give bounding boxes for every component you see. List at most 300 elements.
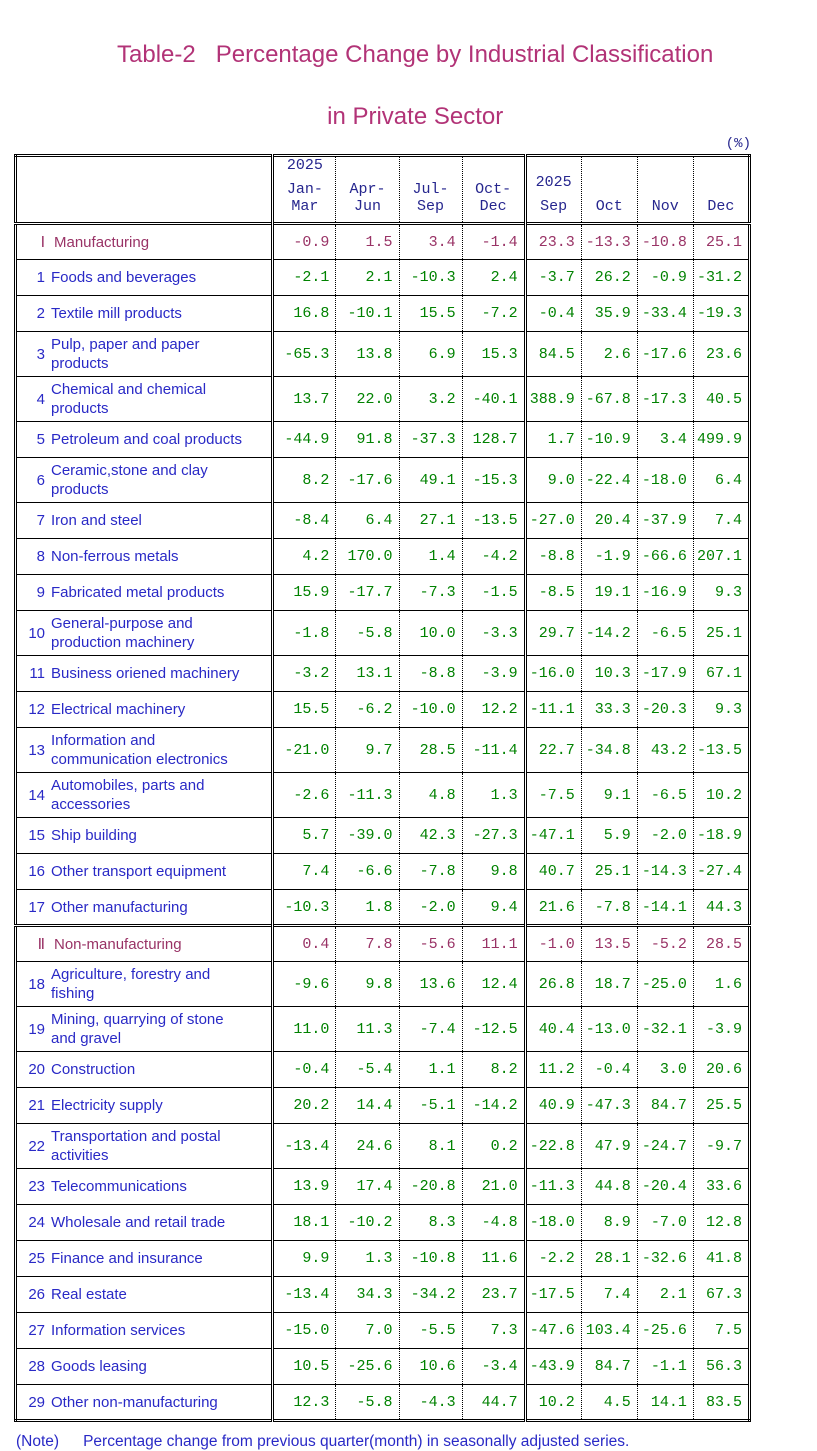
value-cell: 33.3 [581,692,637,728]
value-cell: -4.2 [462,539,525,575]
row-number: 13 [28,741,45,759]
row-label-cell [16,1088,273,1124]
table-row [16,1052,750,1088]
value-cell: 18.7 [581,962,637,1007]
value-cell: -4.3 [399,1385,462,1421]
row-label: Telecommunications [51,1178,187,1195]
header-year-quarters: 2025 [286,157,323,174]
value-cell: -8.5 [525,575,581,611]
value-cell: 8.1 [399,1124,462,1169]
value-cell: -22.8 [525,1124,581,1169]
page-title-line2: in Private Sector [327,103,504,130]
value-cell: 12.4 [462,962,525,1007]
row-label-cell [16,962,273,1007]
value-cell: 10.3 [581,656,637,692]
value-cell: 5.9 [581,818,637,854]
row-label-cell [16,611,273,656]
page-title [0,8,817,132]
value-cell: 7.4 [581,1277,637,1313]
row-label-cell [16,1007,273,1052]
value-cell: -5.8 [336,1385,399,1421]
row-number: 26 [28,1286,45,1303]
table-row [16,611,750,656]
header-period: Sep [540,198,568,215]
value-cell: 22.0 [336,377,399,422]
row-number: 21 [28,1097,45,1114]
row-label: Mining, quarrying of stone and gravel [51,1011,224,1047]
value-cell: 7.0 [336,1313,399,1349]
table-row [16,728,750,773]
header-col-jan-mar [273,156,336,224]
row-label: Business oriened machinery [51,665,240,682]
table-header-row [16,156,750,224]
value-cell: 15.9 [273,575,336,611]
value-cell: 103.4 [581,1313,637,1349]
table-row [16,422,750,458]
value-cell: -1.4 [462,224,525,260]
value-cell: 40.7 [525,854,581,890]
row-label-cell [16,377,273,422]
value-cell: -18.9 [693,818,749,854]
value-cell: 13.6 [399,962,462,1007]
value-cell: 2.6 [581,332,637,377]
row-label: Electrical machinery [51,701,186,718]
value-cell: 25.1 [693,611,749,656]
value-cell: 26.2 [581,260,637,296]
value-cell: -6.2 [336,692,399,728]
header-period: Oct [595,198,623,215]
value-cell: 11.3 [336,1007,399,1052]
value-cell: 28.5 [693,926,749,962]
footnote-prefix: (Note) [16,1433,60,1450]
row-number: 1 [36,269,45,286]
value-cell: 4.5 [581,1385,637,1421]
value-cell: -2.6 [273,773,336,818]
row-number: 14 [28,786,45,804]
value-cell: -32.1 [637,1007,693,1052]
row-label: Petroleum and coal products [51,431,242,448]
value-cell: 25.1 [693,224,749,260]
table-row [16,1205,750,1241]
value-cell: -15.0 [273,1313,336,1349]
value-cell: 56.3 [693,1349,749,1385]
row-number: 24 [28,1214,45,1231]
row-label-cell [16,818,273,854]
value-cell: -10.0 [399,692,462,728]
row-label: Other manufacturing [51,898,188,916]
section-row [16,926,750,962]
value-cell: -27.3 [462,818,525,854]
table-row [16,692,750,728]
value-cell: 8.9 [581,1205,637,1241]
value-cell: 10.2 [525,1385,581,1421]
value-cell: 21.0 [462,1169,525,1205]
row-label: Goods leasing [51,1358,147,1375]
row-number: 9 [36,584,45,601]
value-cell: -2.1 [273,260,336,296]
value-cell: -11.4 [462,728,525,773]
row-label-cell [16,1124,273,1169]
value-cell: 20.6 [693,1052,749,1088]
value-cell: -22.4 [581,458,637,503]
value-cell: 40.9 [525,1088,581,1124]
value-cell: -13.5 [462,503,525,539]
value-cell: 0.2 [462,1124,525,1169]
value-cell: -6.5 [637,773,693,818]
row-label-cell [16,656,273,692]
value-cell: -0.9 [637,260,693,296]
value-cell: -37.3 [399,422,462,458]
header-col-oct-dec [462,156,525,224]
row-label-cell [16,890,273,926]
value-cell: 11.2 [525,1052,581,1088]
value-cell: 13.8 [336,332,399,377]
value-cell: 207.1 [693,539,749,575]
row-number: Ⅱ [37,936,45,953]
value-cell: -8.8 [525,539,581,575]
value-cell: -1.9 [581,539,637,575]
row-label: Finance and insurance [51,1250,203,1267]
value-cell: -20.8 [399,1169,462,1205]
value-cell: -27.4 [693,854,749,890]
table-row [16,1277,750,1313]
value-cell: 9.7 [336,728,399,773]
row-label: Fabricated metal products [51,584,225,601]
header-period: Dec [707,198,735,215]
value-cell: 25.5 [693,1088,749,1124]
value-cell: -2.0 [637,818,693,854]
header-col-nov [637,156,693,224]
row-label-cell [16,575,273,611]
header-period: Jul-Sep [412,181,449,215]
table-row [16,1124,750,1169]
page-title-line1: Table-2 Percentage Change by Industrial Classification [117,41,714,68]
table-row [16,656,750,692]
value-cell: -10.3 [273,890,336,926]
value-cell: 3.2 [399,377,462,422]
value-cell: -5.5 [399,1313,462,1349]
value-cell: -11.3 [336,773,399,818]
table-row [16,1007,750,1052]
header-col-apr-jun [336,156,399,224]
value-cell: -10.3 [399,260,462,296]
value-cell: 84.7 [581,1349,637,1385]
value-cell: -11.1 [525,692,581,728]
table-row [16,503,750,539]
value-cell: -5.6 [399,926,462,962]
value-cell: 28.5 [399,728,462,773]
header-period: Nov [651,198,679,215]
row-label: Iron and steel [51,512,142,529]
value-cell: 83.5 [693,1385,749,1421]
value-cell: -5.4 [336,1052,399,1088]
value-cell: -67.8 [581,377,637,422]
row-label: General-purpose and production machinery [51,615,195,651]
value-cell: 499.9 [693,422,749,458]
row-number: 4 [36,390,45,408]
value-cell: -47.3 [581,1088,637,1124]
value-cell: 12.8 [693,1205,749,1241]
row-label-cell [16,422,273,458]
value-cell: -7.0 [637,1205,693,1241]
row-number: 22 [28,1137,45,1155]
row-label-cell [16,854,273,890]
value-cell: -37.9 [637,503,693,539]
value-cell: 12.3 [273,1385,336,1421]
value-cell: -47.1 [525,818,581,854]
value-cell: 3.4 [399,224,462,260]
value-cell: 0.4 [273,926,336,962]
value-cell: 23.3 [525,224,581,260]
table-row [16,1385,750,1421]
value-cell: 1.5 [336,224,399,260]
row-label-cell [16,503,273,539]
value-cell: 5.7 [273,818,336,854]
value-cell: -40.1 [462,377,525,422]
value-cell: 8.2 [462,1052,525,1088]
value-cell: -3.3 [462,611,525,656]
row-number: 20 [28,1061,45,1078]
value-cell: -43.9 [525,1349,581,1385]
value-cell: -0.9 [273,224,336,260]
row-number: 23 [28,1178,45,1195]
value-cell: -0.4 [581,1052,637,1088]
value-cell: 1.3 [336,1241,399,1277]
row-label: Construction [51,1061,136,1078]
row-label-cell [16,1052,273,1088]
value-cell: 14.1 [637,1385,693,1421]
value-cell: 40.5 [693,377,749,422]
table-body [16,224,750,1421]
row-number: 16 [28,863,45,880]
value-cell: 18.1 [273,1205,336,1241]
value-cell: 26.8 [525,962,581,1007]
value-cell: -12.5 [462,1007,525,1052]
row-number: 27 [28,1322,45,1339]
data-table [14,154,751,1422]
table-row [16,773,750,818]
value-cell: 6.4 [693,458,749,503]
row-number: Ⅰ [40,234,45,251]
value-cell: 3.4 [637,422,693,458]
row-label: Foods and beverages [51,269,197,286]
table-row [16,962,750,1007]
value-cell: -10.2 [336,1205,399,1241]
value-cell: -20.3 [637,692,693,728]
value-cell: -3.2 [273,656,336,692]
row-number: 25 [28,1250,45,1267]
value-cell: -65.3 [273,332,336,377]
row-number: 28 [28,1358,45,1375]
row-label: Automobiles, parts and accessories [51,777,205,813]
value-cell: 14.4 [336,1088,399,1124]
value-cell: 34.3 [336,1277,399,1313]
value-cell: -4.8 [462,1205,525,1241]
value-cell: -15.3 [462,458,525,503]
value-cell: -0.4 [273,1052,336,1088]
row-label: Chemical and chemical products [51,381,207,417]
row-label-cell [16,1169,273,1205]
row-number: 11 [29,665,45,682]
value-cell: 1.6 [693,962,749,1007]
value-cell: 40.4 [525,1007,581,1052]
value-cell: -7.5 [525,773,581,818]
footnote [16,1433,817,1451]
row-label: Pulp, paper and paper products [51,336,200,372]
header-year-months: 2025 [535,174,572,191]
value-cell: -17.3 [637,377,693,422]
value-cell: 2.1 [336,260,399,296]
table-row [16,575,750,611]
value-cell: 7.4 [693,503,749,539]
row-label: Other transport equipment [51,863,227,880]
value-cell: -6.5 [637,611,693,656]
value-cell: -24.7 [637,1124,693,1169]
value-cell: -17.7 [336,575,399,611]
value-cell: 16.8 [273,296,336,332]
value-cell: 8.3 [399,1205,462,1241]
value-cell: 10.0 [399,611,462,656]
row-label-cell [16,332,273,377]
header-period: Apr-Jun [349,181,386,215]
value-cell: 44.8 [581,1169,637,1205]
value-cell: -13.4 [273,1124,336,1169]
value-cell: -18.0 [637,458,693,503]
value-cell: 128.7 [462,422,525,458]
value-cell: -47.6 [525,1313,581,1349]
value-cell: 9.3 [693,692,749,728]
row-label: Agriculture, forestry and fishing [51,966,211,1002]
header-col-jul-sep [399,156,462,224]
value-cell: 13.1 [336,656,399,692]
value-cell: 6.9 [399,332,462,377]
value-cell: 7.4 [273,854,336,890]
header-period: Oct-Dec [475,181,512,215]
value-cell: -25.0 [637,962,693,1007]
value-cell: 4.2 [273,539,336,575]
row-label-cell [16,458,273,503]
value-cell: 9.0 [525,458,581,503]
row-number: 12 [28,701,45,718]
row-label: Other non-manufacturing [51,1393,218,1411]
value-cell: -14.2 [581,611,637,656]
value-cell: 9.8 [462,854,525,890]
value-cell: -3.9 [693,1007,749,1052]
row-label: Ceramic,stone and clay products [51,462,208,498]
value-cell: 7.5 [693,1313,749,1349]
value-cell: -39.0 [336,818,399,854]
value-cell: 9.1 [581,773,637,818]
value-cell: 2.4 [462,260,525,296]
value-cell: -5.2 [637,926,693,962]
header-col-oct [581,156,637,224]
value-cell: -14.1 [637,890,693,926]
value-cell: -25.6 [637,1313,693,1349]
value-cell: 1.4 [399,539,462,575]
value-cell: -16.9 [637,575,693,611]
value-cell: 4.8 [399,773,462,818]
value-cell: -17.5 [525,1277,581,1313]
row-number: 29 [28,1393,45,1411]
row-number: 6 [36,471,45,489]
value-cell: 11.1 [462,926,525,962]
value-cell: -8.8 [399,656,462,692]
row-label-cell [16,1385,273,1421]
value-cell: 11.6 [462,1241,525,1277]
row-label: Non-manufacturing [54,935,182,953]
value-cell: -17.9 [637,656,693,692]
value-cell: -44.9 [273,422,336,458]
value-cell: -1.5 [462,575,525,611]
value-cell: 27.1 [399,503,462,539]
value-cell: 1.1 [399,1052,462,1088]
value-cell: 1.8 [336,890,399,926]
value-cell: 35.9 [581,296,637,332]
value-cell: -7.4 [399,1007,462,1052]
table-row [16,260,750,296]
value-cell: 9.4 [462,890,525,926]
value-cell: -10.9 [581,422,637,458]
value-cell: 1.3 [462,773,525,818]
value-cell: -1.0 [525,926,581,962]
value-cell: 49.1 [399,458,462,503]
value-cell: -0.4 [525,296,581,332]
value-cell: 67.3 [693,1277,749,1313]
header-col-dec [693,156,749,224]
row-label-cell [16,926,273,962]
value-cell: 2.1 [637,1277,693,1313]
row-number: 3 [36,345,45,363]
value-cell: 10.5 [273,1349,336,1385]
row-label-cell [16,539,273,575]
value-cell: -3.9 [462,656,525,692]
value-cell: 12.2 [462,692,525,728]
table-row [16,458,750,503]
value-cell: 91.8 [336,422,399,458]
header-col-sep [525,156,581,224]
value-cell: 10.6 [399,1349,462,1385]
value-cell: -5.8 [336,611,399,656]
value-cell: 84.5 [525,332,581,377]
value-cell: 24.6 [336,1124,399,1169]
value-cell: 10.2 [693,773,749,818]
row-number: 19 [28,1020,45,1038]
value-cell: -21.0 [273,728,336,773]
value-cell: 47.9 [581,1124,637,1169]
value-cell: 9.8 [336,962,399,1007]
row-label: Information and communication electronics [51,732,228,768]
row-number: 10 [28,624,45,642]
value-cell: 3.0 [637,1052,693,1088]
value-cell: 13.7 [273,377,336,422]
row-number: 15 [28,827,45,844]
value-cell: 15.3 [462,332,525,377]
value-cell: 17.4 [336,1169,399,1205]
value-cell: -2.2 [525,1241,581,1277]
value-cell: -31.2 [693,260,749,296]
value-cell: 7.8 [336,926,399,962]
row-label: Ship building [51,827,137,844]
value-cell: -11.3 [525,1169,581,1205]
value-cell: 44.7 [462,1385,525,1421]
table-row [16,1349,750,1385]
value-cell: 23.6 [693,332,749,377]
value-cell: 6.4 [336,503,399,539]
value-cell: 7.3 [462,1313,525,1349]
value-cell: 41.8 [693,1241,749,1277]
value-cell: -10.1 [336,296,399,332]
value-cell: 20.2 [273,1088,336,1124]
